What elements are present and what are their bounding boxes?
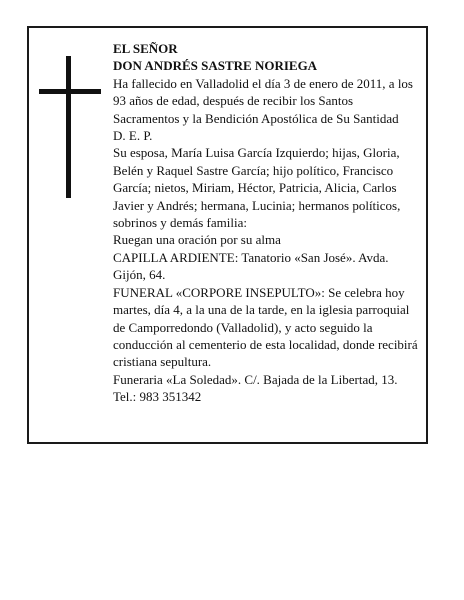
prayer-request: Ruegan una oración por su alma xyxy=(113,232,281,248)
rip-line: D. E. P. xyxy=(113,128,153,144)
cross-icon xyxy=(39,56,101,198)
notice-text xyxy=(113,40,421,406)
family-list: Su esposa, María Luisa García Izquierdo; hijas, Gloria, Belén y Raquel Sastre García; hijo político, Francisco García; nietos, Miriam, Héctor, Patricia, Alicia, Carlos Javier y Andrés; hermana, Lucinia; hermanos políticos, sobrinos y demás familia: xyxy=(113,145,401,231)
cross-vertical-bar xyxy=(66,56,71,198)
notice-title: EL SEÑOR xyxy=(113,41,178,56)
funeral-info: FUNERAL «CORPORE INSEPULTO»: Se celebra hoy martes, día 4, a la una de la tarde, en la iglesia parroquial de Camporredondo (Valladolid), y acto seguido la conducción al cementerio de esta localidad, donde recibirá cristiana sepultura. xyxy=(113,284,418,370)
death-announcement: Ha fallecido en Valladolid el día 3 de enero de 2011, a los 93 años de edad, después de recibir los Santos Sacramentos y la Bendición Apostólica de Su Santidad xyxy=(113,75,413,126)
deceased-name: DON ANDRÉS SASTRE NORIEGA xyxy=(113,58,318,74)
obituary-notice xyxy=(27,26,428,444)
cross-horizontal-bar xyxy=(39,89,101,94)
funeral-home-info: Funeraria «La Soledad». C/. Bajada de la Libertad, 13. Tel.: 983 351342 xyxy=(113,371,398,405)
chapel-info: CAPILLA ARDIENTE: Tanatorio «San José». Avda. Gijón, 64. xyxy=(113,249,389,283)
